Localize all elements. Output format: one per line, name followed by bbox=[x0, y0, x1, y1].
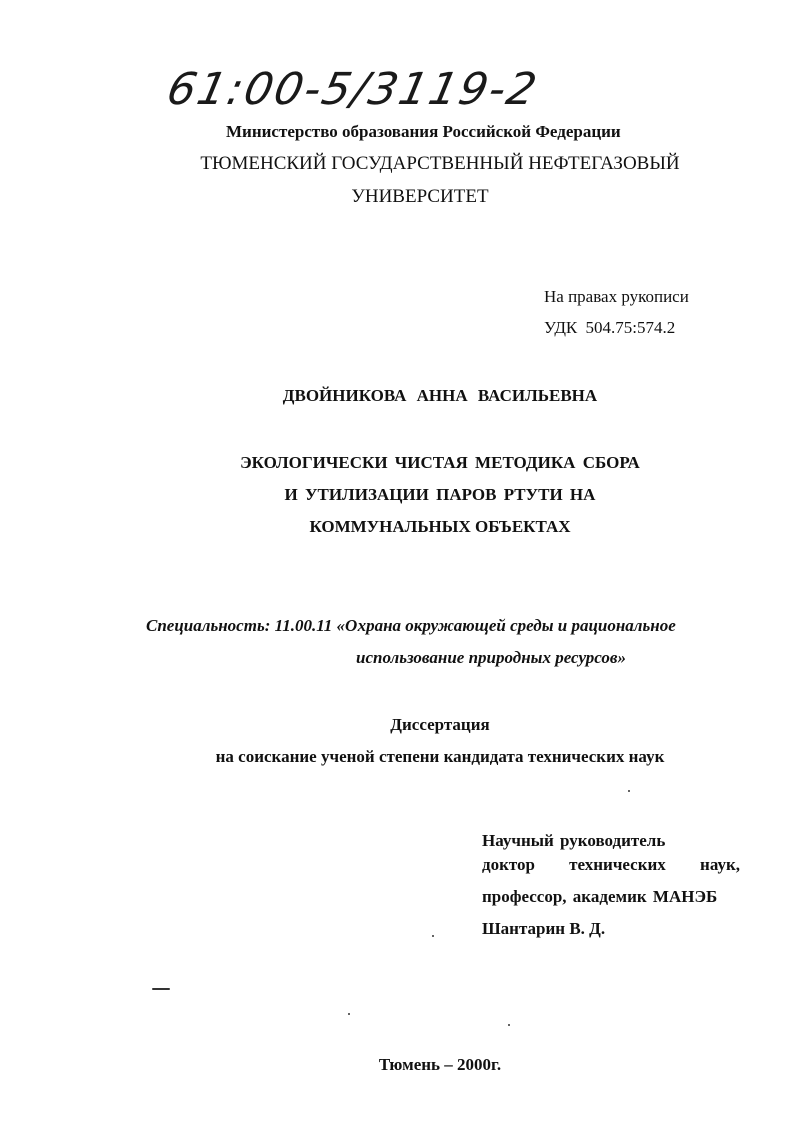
dissertation-type: Диссертация bbox=[390, 715, 490, 734]
supervisor-label: Научный руководитель bbox=[482, 831, 666, 850]
ministry-name: Министерство образования Российской Федерации bbox=[226, 122, 621, 141]
scan-speck bbox=[508, 1024, 510, 1026]
dissertation-title-line2: И УТИЛИЗАЦИИ ПАРОВ РТУТИ НА bbox=[284, 485, 596, 504]
scan-speck bbox=[432, 935, 434, 937]
specialty-line2: использование природных ресурсов» bbox=[356, 648, 626, 667]
supervisor-name: Шантарин В. Д. bbox=[482, 919, 606, 938]
udk-code: УДК 504.75:574.2 bbox=[544, 318, 676, 337]
scan-speck bbox=[348, 1013, 350, 1015]
author-name: ДВОЙНИКОВА АННА ВАСИЛЬЕВНА bbox=[282, 386, 598, 405]
dissertation-title-line3: КОММУНАЛЬНЫХ ОБЪЕКТАХ bbox=[309, 517, 571, 536]
degree-statement: на соискание ученой степени кандидата технических наук bbox=[215, 747, 665, 766]
scan-speck bbox=[152, 988, 170, 990]
specialty-line1: Специальность: 11.00.11 «Охрана окружающей среды и рациональное bbox=[146, 616, 676, 635]
city-year: Тюмень – 2000г. bbox=[378, 1055, 502, 1074]
handwritten-archive-code: 61:00-5/3119-2 bbox=[162, 64, 543, 115]
university-name-line2: УНИВЕРСИТЕТ bbox=[351, 186, 489, 207]
manuscript-rights-note: На правах рукописи bbox=[544, 287, 689, 306]
dissertation-title-line1: ЭКОЛОГИЧЕСКИ ЧИСТАЯ МЕТОДИКА СБОРА bbox=[240, 453, 640, 472]
scan-speck bbox=[628, 790, 630, 792]
supervisor-title: профессор, академик МАНЭБ bbox=[482, 887, 718, 906]
university-name-line1: ТЮМЕНСКИЙ ГОСУДАРСТВЕННЫЙ НЕФТЕГАЗОВЫЙ bbox=[200, 153, 680, 174]
supervisor-degree: доктор технических наук, bbox=[482, 855, 740, 874]
